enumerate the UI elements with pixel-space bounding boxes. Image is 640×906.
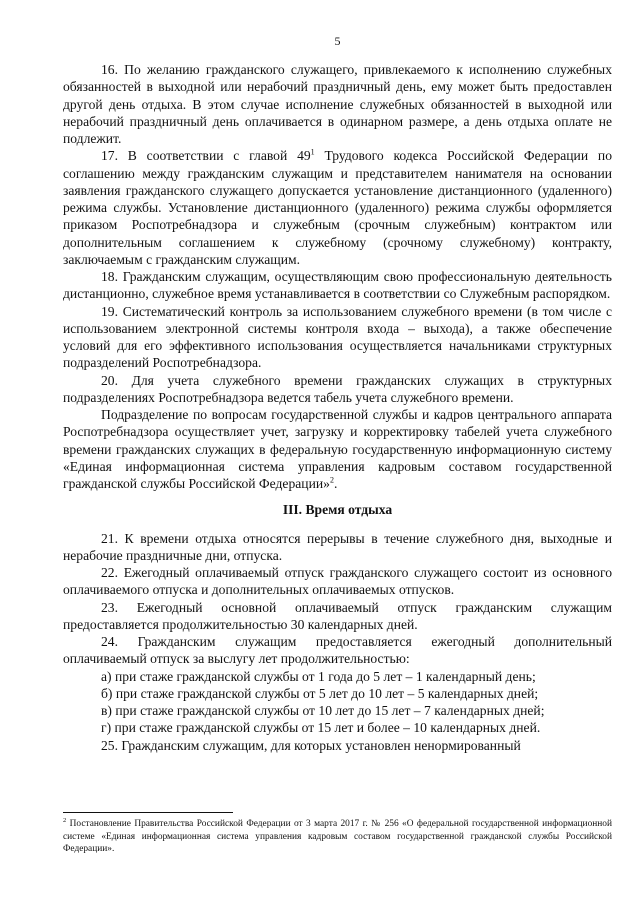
paragraph-17 [63,147,612,268]
document-body [63,61,612,754]
section-heading: III. Время отдыха [282,502,393,518]
list-item-v: в) при стаже гражданской службы от 10 лет до 15 лет – 7 календарных дней; [101,703,545,718]
footnote [63,818,612,856]
footnote-marker: 2 [63,816,67,824]
paragraph-23: 23. Ежегодный основной оплачиваемый отпуск гражданским служащим предоставляется продолжительностью 30 календарных дней. [63,599,612,632]
footnote-ref-2: 2 [329,475,334,485]
footnote-separator [63,812,233,813]
paragraph-20-continued-end: . [333,476,338,491]
paragraph-24: 24. Гражданским служащим предоставляется ежегодный дополнительный оплачиваемый отпуск за выслугу лет продолжительностью: [63,634,612,667]
paragraph-20-continued [63,406,612,492]
paragraph-21: 21. К времени отдыха относятся перерывы в течение служебного дня, выходные и нерабочие праздничные дни, отпуска. [63,530,612,563]
page-number: 5 [334,34,341,48]
footnote-ref-1: 1 [310,147,315,157]
footnote-text: Постановление Правительства Российской Федерации от 3 марта 2017 г. № 256 «О федеральной государственной информационной системе «Единая информационная система управления кадровым составом государственной гражданской службы Российской Федерации». [63,819,612,855]
paragraph-16: 16. По желанию гражданского служащего, привлекаемого к исполнению служебных обязанностей в выходной или нерабочий праздничный день, ему может быть предоставлен другой день отдыха. В этом случае исполнение служебных обязанностей в выходной или нерабочий праздничный день оплачивается в одинарном размере, а день отдыха оплате не подлежит. [63,62,612,146]
paragraph-20-continued-text: Подразделение по вопросам государственной службы и кадров центрального аппарата Роспотребнадзора осуществляет учет, загрузку и корректировку табелей учета служебного времени гражданских служащих в федеральную государственную информационную систему «Единая информационная система управления кадровым составом государственной гражданской службы Российской Федерации» [63,407,612,491]
paragraph-25: 25. Гражданским служащим, для которых установлен ненормированный [101,737,521,753]
paragraph-22: 22. Ежегодный оплачиваемый отпуск гражданского служащего состоит из основного оплачиваемого отпуска и дополнительных оплачиваемых отпусков. [63,565,612,598]
paragraph-20: 20. Для учета служебного времени гражданских служащих в структурных подразделениях Роспотребнадзора ведется табель учета служебного времени. [63,372,612,405]
paragraph-18: 18. Гражданским служащим, осуществляющим свою профессиональную деятельность дистанционно, служебное время устанавливается в соответствии со Служебным распорядком. [63,269,612,302]
list-item-a: а) при стаже гражданской службы от 1 года до 5 лет – 1 календарный день; [101,668,536,684]
paragraph-17-text-end: Трудового кодекса Российской Федерации по соглашению между гражданским служащим и представителем нанимателя на основании заявления гражданского служащего допускается установление дистанционного (удаленного) режима службы. Установление дистанционного (удаленного) режима службы оформляется приказом Роспотребнадзора и служебным (срочным служебным) контрактом или дополнительным соглашением к служебному (срочному служебному) контракту, заключаемым с гражданским служащим. [63,148,612,267]
paragraph-19: 19. Систематический контроль за использованием служебного времени (в том числе с использованием электронной системы контроля входа – выхода), а также обеспечение условий для его эффективного использования осуществляется начальниками структурных подразделений Роспотребнадзора. [63,303,612,371]
list-item-b: б) при стаже гражданской службы от 5 лет до 10 лет – 5 календарных дней; [101,685,539,701]
paragraph-17-text-start: 17. В соответствии с главой 49 [101,148,311,164]
list-item-g: г) при стаже гражданской службы от 15 лет и более – 10 календарных дней. [101,720,541,736]
